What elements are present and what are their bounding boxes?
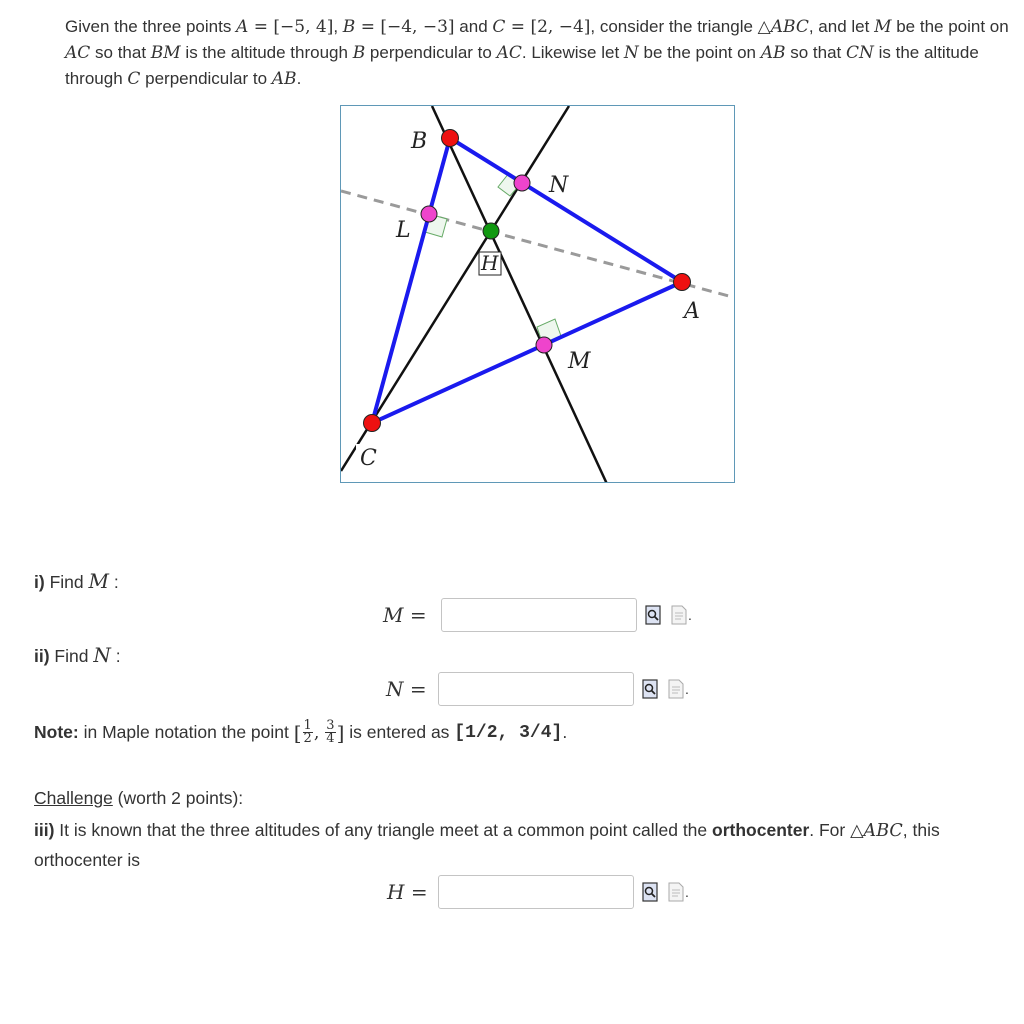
answer-label-n: N = bbox=[386, 677, 427, 701]
syntax-help-icon[interactable] bbox=[668, 679, 684, 699]
part-ii-prompt: ii) Find N : bbox=[34, 643, 121, 667]
answer-label-h: H = bbox=[387, 880, 428, 904]
label-a: A bbox=[684, 299, 700, 324]
answer-label-m: M = bbox=[383, 603, 427, 627]
answer-row-n: N = . bbox=[386, 672, 689, 706]
label-n: N bbox=[549, 173, 569, 198]
answer-input-n[interactable] bbox=[438, 672, 634, 706]
challenge-heading: Challenge (worth 2 points): bbox=[34, 788, 244, 808]
label-m: M bbox=[568, 349, 591, 374]
triangle-figure bbox=[340, 105, 735, 483]
point-a bbox=[674, 274, 691, 291]
part-iii-prompt: iii) It is known that the three altitudes of any triangle meet at a common point called the orthocenter. For △ABC, this orthocenter is bbox=[34, 820, 940, 870]
syntax-help-icon[interactable] bbox=[671, 605, 687, 625]
problem-statement: Given the three points A = [−5, 4], B = [−4, −3] and C = [2, −4], consider the triangle △ABC, and let M be the point on AC so that BM is the altitude through B perpendicular to AC. Likewise let N be the point on AB so that CN is the altitude through C perpendicular to AB. bbox=[65, 17, 1009, 89]
part-i-prompt: i) Find M : bbox=[34, 569, 119, 593]
answer-input-m[interactable] bbox=[441, 598, 637, 632]
label-c: C bbox=[360, 446, 377, 471]
point-n bbox=[514, 175, 530, 191]
label-h: H bbox=[481, 251, 499, 275]
triangle-diagram bbox=[341, 106, 735, 483]
point-m bbox=[536, 337, 552, 353]
label-l: L bbox=[396, 218, 411, 243]
point-h bbox=[483, 223, 499, 239]
altitude-bm bbox=[432, 106, 607, 483]
label-b: B bbox=[411, 129, 428, 154]
answer-input-h[interactable] bbox=[438, 875, 634, 909]
point-l bbox=[421, 206, 437, 222]
preview-icon[interactable] bbox=[642, 679, 658, 699]
point-b bbox=[442, 130, 459, 147]
answer-row-m: M = . bbox=[383, 598, 692, 632]
preview-icon[interactable] bbox=[645, 605, 661, 625]
point-c bbox=[364, 415, 381, 432]
maple-notation-note: Note: in Maple notation the point [ $\frac{1}{2}$ , $\frac{3}{4}$ ] is entered as [1/2, 3/4] . bbox=[34, 718, 568, 746]
syntax-help-icon[interactable] bbox=[668, 882, 684, 902]
answer-row-h: H = . bbox=[387, 875, 689, 909]
preview-icon[interactable] bbox=[642, 882, 658, 902]
